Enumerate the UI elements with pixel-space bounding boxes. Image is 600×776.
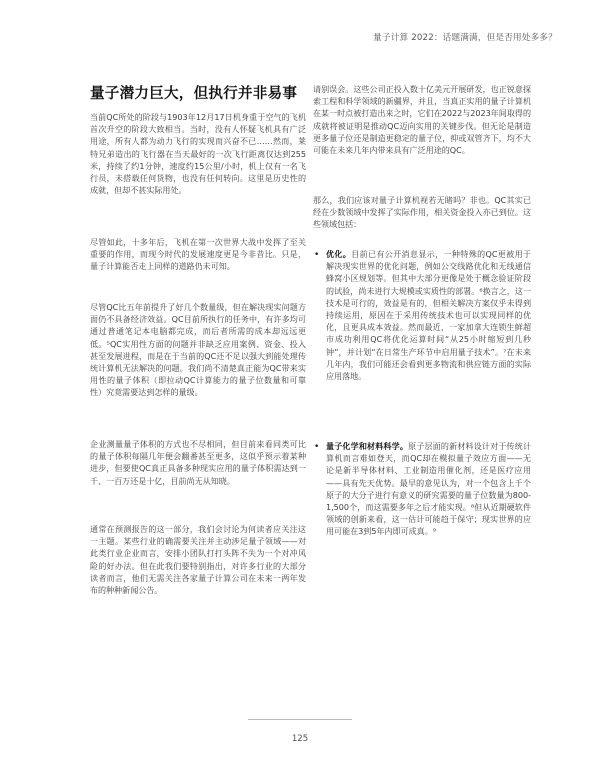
right-paragraph-1: 请别误会。这些公司正投入数十亿美元开展研发，也正锐意探索工程和科学领域的新疆界，并且，当真正实用的量子计算机在某一时点被打造出来之时，它们在2022与2023年间取得的成就将被证明是推动QC迈向实用的关键步伐。但无论是制造更多量子位还是制造更稳定的量子位，抑或双管齐下，均不大可能在未来几年内带来具有广泛用途的QC。 <box>313 85 531 156</box>
page-number: 125 <box>291 734 309 744</box>
list-item-quantum-chemistry <box>313 441 531 539</box>
left-paragraph-4: 企业测量量子体积的方式也不尽相同，但目前来看同类可比的量子体积每隔几年便会翻番甚至更多，这似乎预示着某种进步，但要使QC真正具备多种现实应用的量子体积需达到一千、一百万还是十亿，目前尚无从知晓。 <box>90 440 306 486</box>
application-list-2 <box>313 441 531 539</box>
left-paragraph-3: 尽管QC比五年前提升了好几个数量级，但在解决现实问题方面仍不具备经济效益。QC目前所执行的任务中，有许多均可通过普通笔记本电脑都完成，而后者所需的成本却远远更低。⁵QC实用性方面的问题并非缺乏应用案例、资金、投入甚至发展进程，而是在于当前的QC还不足以强大到能处理传统计算机无法解决的问题。我们尚不清楚真正能为QC带来实用性的量子体积（即拉动QC计算能力的量子位数量和可靠性）究竟需要达到怎样的量级。 <box>90 303 306 398</box>
right-paragraph-2: 那么，我们应该对量子计算机视若无睹吗？非也。QC其实已经在少数领域中发挥了实际作用，相关资金投入亦已到位。这些领域包括： <box>313 196 531 230</box>
section-title: 量子潜力巨大，但执行并非易事 <box>90 86 298 102</box>
left-paragraph-1: 当前QC所处的阶段与1903年12月17日机身重于空气的飞机首次升空的阶段大致相当。当时，没有人怀疑飞机具有广泛用途，所有人都为动力飞行的实现而兴奋不已……然而，莱特兄弟造出的飞行器在当天最好的一次飞行距离仅达到255米，持续了约1分钟，速度约15公里/小时，机上仅有一名飞行员，未搭载任何货物，也没有任何转向。这里是历史性的成就，但却不甚实际用处。 <box>90 113 306 196</box>
running-header: 量子计算 2022：话题满满，但是否用处多多？ <box>373 33 557 43</box>
left-paragraph-5: 通常在预测报告的这一部分，我们会讨论为何读者应关注这一主题。某些行业的确需要关注并主动涉足量子领域——对此类行业企业而言，安排小团队打打头阵不失为一个对冲风险的好办法。但在此我们要特别指出，对许多行业的大部分读者而言，他们无需关注各家量子计算公司在未来一两年发布的种种新闻公告。 <box>90 525 306 596</box>
list-item-heading: 量子化学和材料科学。 <box>326 442 409 451</box>
list-item-body: 目前已有公开消息显示，一种特殊的QC更被用于解决现实世界的优化问题，例如公交线路优化和无线通信蜂窝小区规划等。但其中大部分更像是处于概念验证阶段的试验，尚未进行大规模或实质性的部署。⁶换言之，这一技术是可行的，效益是有的，但相关解决方案仅乎未得到持续运用，原因在于采用传统技术也可以实现同样的优化，且更具成本效益。然而最近，一家加拿大连锁生鲜超市成功利用QC将优化运算时间“从25小时缩短到几秒钟”，并计划“在日常生产环节中启用量子技术”。⁷在未来几年内，我们可能还会看到更多物流和供应链方面的实际应用落地。 <box>326 250 532 382</box>
list-item-optimization <box>313 249 531 383</box>
list-item-heading: 优化。 <box>326 250 352 259</box>
list-item-body: 原子层面的新材料设计对于传统计算机而言难如登天，而QC却在模拟量子效应方面——无论是新半导体材料、工业制造用催化剂，还是医疗应用——具有先天优势。最早的意见认为，对一个包含上千个原子的大分子进行有意义的研究需要的量子位数量为800-1,500个，而这需要多年之后才能实现。⁸但从近期硬软件领域的创新来看，这一估计可能趋于保守；现实世界的应用可能在3到5年内即可成真。⁹ <box>326 442 532 537</box>
application-list <box>313 249 531 383</box>
left-paragraph-2: 尽管如此，十多年后，飞机在第一次世界大战中发挥了至关重要的作用，而现今时代的发展速度更是今非昔比。只是，量子计算能否走上同样的道路仍未可知。 <box>90 238 306 272</box>
footer-divider <box>248 719 352 720</box>
